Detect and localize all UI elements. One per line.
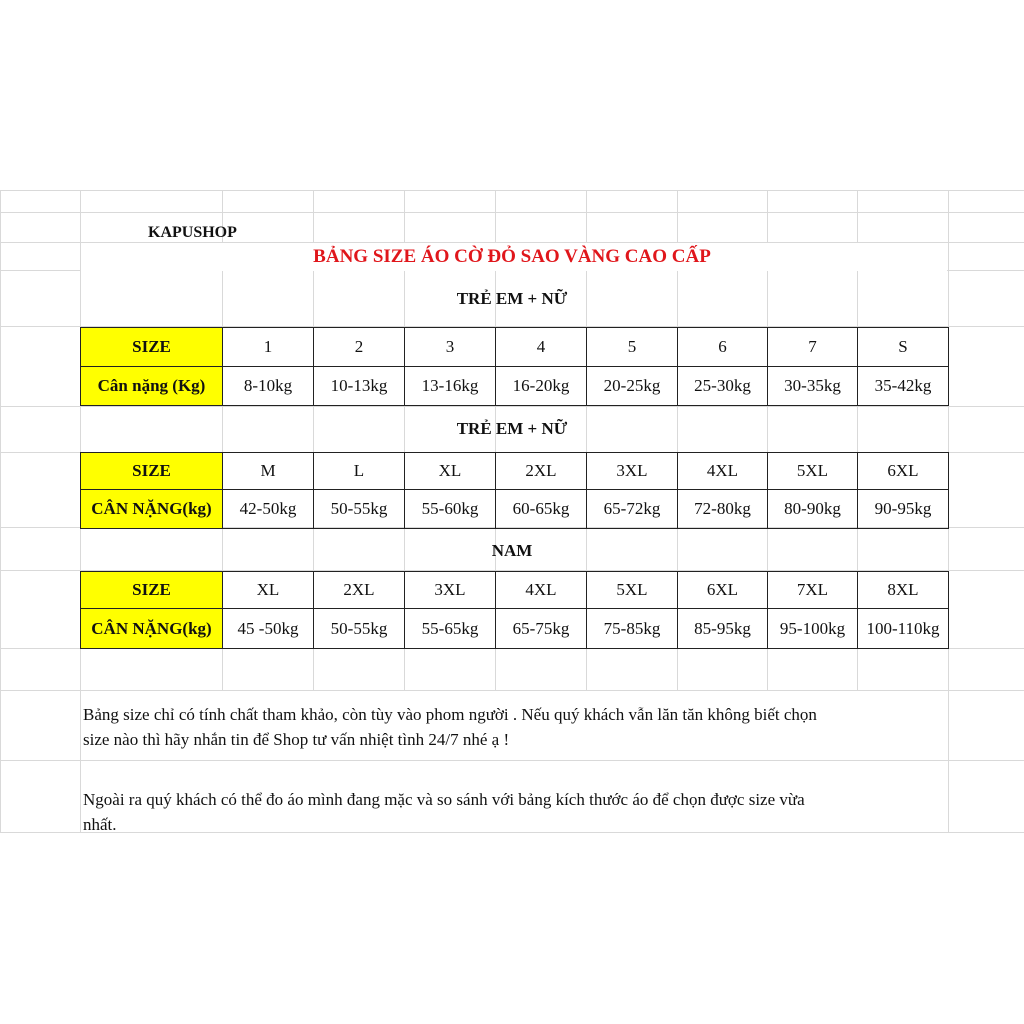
size-table-kids-women-1 [80,327,949,406]
weight-cell: 65-72kg [587,490,678,529]
size-cell: 7XL [768,572,858,609]
size-cell: 6XL [678,572,768,609]
table-row [81,572,949,609]
weight-label: Cân nặng (Kg) [81,367,223,406]
weight-cell: 55-65kg [405,609,496,649]
weight-cell: 30-35kg [768,367,858,406]
note-line: size nào thì hãy nhắn tin để Shop tư vấn nhiệt tình 24/7 nhé ạ ! [83,730,510,749]
size-cell: 6XL [858,453,949,490]
note-size-reference [83,702,953,752]
size-cell: 7 [768,328,858,367]
weight-cell: 16-20kg [496,367,587,406]
weight-cell: 90-95kg [858,490,949,529]
weight-label: CÂN NẶNG(kg) [81,490,223,529]
page-title: BẢNG SIZE ÁO CỜ ĐỎ SAO VÀNG CAO CẤP [313,246,711,267]
table-row [81,367,949,406]
table-row [81,609,949,649]
weight-cell: 80-90kg [768,490,858,529]
section-heading-men: NAM [491,541,533,560]
size-cell: 2XL [496,453,587,490]
weight-cell: 55-60kg [405,490,496,529]
weight-cell: 75-85kg [587,609,678,649]
size-label: SIZE [81,453,223,490]
size-cell: XL [405,453,496,490]
size-cell: 5 [587,328,678,367]
note-line: Ngoài ra quý khách có thể đo áo mình đang mặc và so sánh với bảng kích thước áo để chọn được size vừa [83,790,805,809]
size-cell: XL [223,572,314,609]
size-cell: 5XL [587,572,678,609]
section-heading-kids-women-2: TRẺ EM + NỮ [456,419,568,438]
size-cell: S [858,328,949,367]
size-label: SIZE [81,572,223,609]
weight-cell: 10-13kg [314,367,405,406]
weight-cell: 60-65kg [496,490,587,529]
weight-cell: 8-10kg [223,367,314,406]
table-row [81,490,949,529]
size-cell: 2XL [314,572,405,609]
table-row [81,328,949,367]
size-cell: 1 [223,328,314,367]
note-line: nhất. [83,815,117,834]
note-measure-advice [83,787,953,837]
weight-cell: 20-25kg [587,367,678,406]
weight-cell: 100-110kg [858,609,949,649]
weight-cell: 85-95kg [678,609,768,649]
size-cell: 3XL [587,453,678,490]
shop-name: KAPUSHOP [148,224,237,241]
size-cell: M [223,453,314,490]
weight-cell: 65-75kg [496,609,587,649]
size-cell: 4XL [496,572,587,609]
weight-cell: 42-50kg [223,490,314,529]
size-label: SIZE [81,328,223,367]
size-cell: 3 [405,328,496,367]
weight-cell: 50-55kg [314,609,405,649]
weight-cell: 35-42kg [858,367,949,406]
weight-label: CÂN NẶNG(kg) [81,609,223,649]
size-cell: L [314,453,405,490]
size-cell: 3XL [405,572,496,609]
size-cell: 6 [678,328,768,367]
weight-cell: 25-30kg [678,367,768,406]
table-row [81,453,949,490]
weight-cell: 50-55kg [314,490,405,529]
weight-cell: 72-80kg [678,490,768,529]
section-heading-kids-women-1: TRẺ EM + NỮ [456,289,568,308]
size-table-men [80,571,949,649]
weight-cell: 45 -50kg [223,609,314,649]
size-cell: 4XL [678,453,768,490]
weight-cell: 95-100kg [768,609,858,649]
size-cell: 8XL [858,572,949,609]
weight-cell: 13-16kg [405,367,496,406]
note-line: Bảng size chỉ có tính chất tham khảo, còn tùy vào phom người . Nếu quý khách vẫn lăn tăn không biết chọn [83,705,817,724]
size-cell: 5XL [768,453,858,490]
size-cell: 4 [496,328,587,367]
size-table-kids-women-2 [80,452,949,529]
size-cell: 2 [314,328,405,367]
